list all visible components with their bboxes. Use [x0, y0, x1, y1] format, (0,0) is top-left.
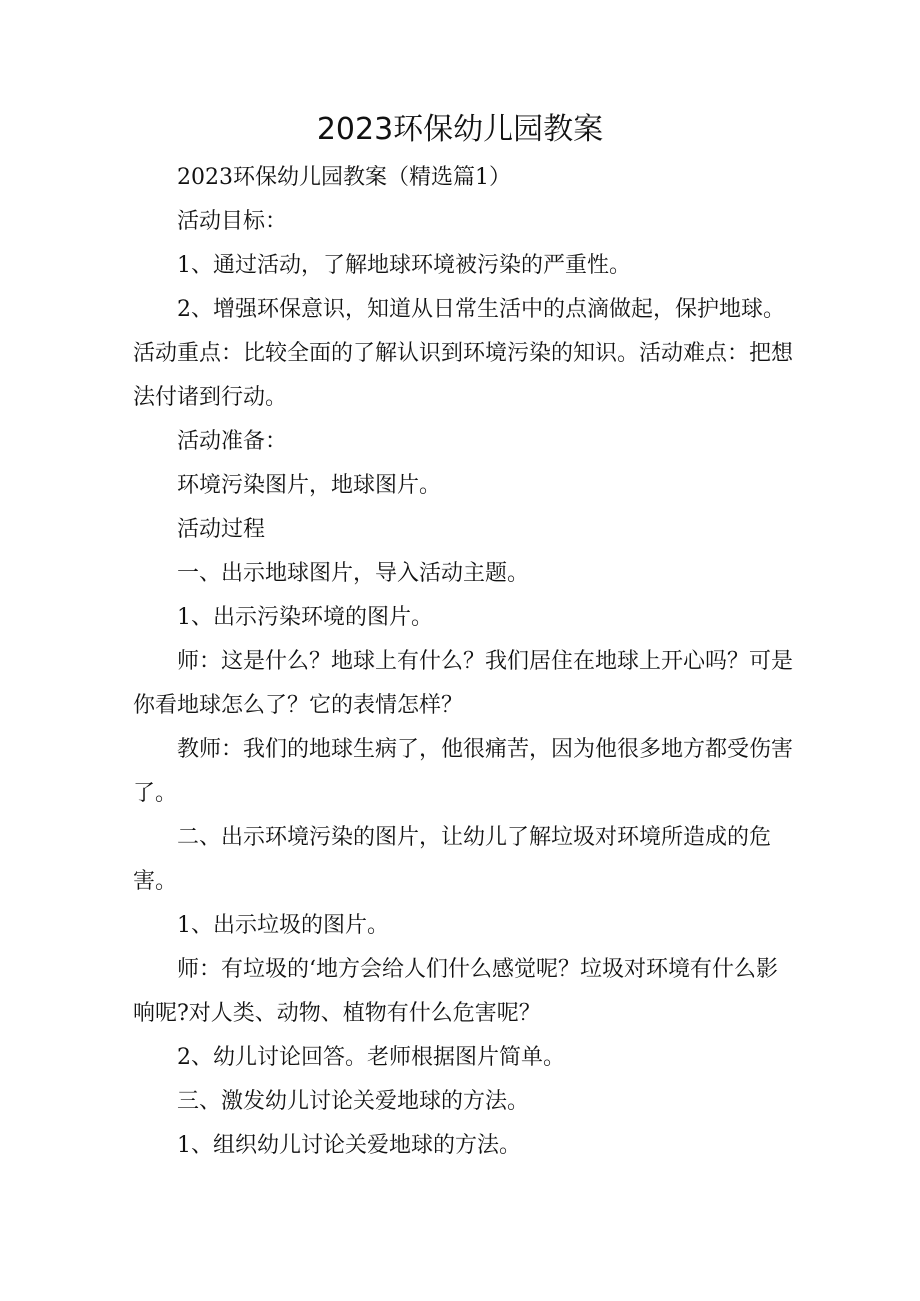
paragraph: 2023环保幼儿园教案（精选篇1）: [177, 165, 511, 190]
paragraph: 二、出示环境污染的图片，让幼儿了解垃圾对环境所造成的危害。: [133, 825, 772, 894]
paragraph: 2、幼儿讨论回答。老师根据图片简单。: [177, 1045, 565, 1070]
paragraph: 师：有垃圾的‘地方会给人们什么感觉呢？垃圾对环境有什么影响呢?对人类、动物、植物有什么危害呢？: [133, 957, 778, 1026]
paragraph: 1、出示污染环境的图片。: [177, 605, 433, 630]
paragraph: 1、出示垃圾的图片。: [177, 913, 389, 938]
paragraph: 活动准备：: [177, 429, 288, 454]
paragraph: 2、增强环保意识，知道从日常生活中的点滴做起，保护地球。活动重点：比较全面的了解认识到环境污染的知识。活动难点：把想法付诸到行动。: [133, 297, 794, 410]
paragraph: 师：这是什么？地球上有什么？我们居住在地球上开心吗？可是你看地球怎么了？它的表情怎样？: [133, 649, 794, 718]
paragraph: 三、激发幼儿讨论关爱地球的方法。: [177, 1089, 530, 1114]
paragraph: 教师：我们的地球生病了，他很痛苦，因为他很多地方都受伤害了。: [133, 737, 794, 806]
paragraph: 1、通过活动，了解地球环境被污染的严重性。: [177, 253, 631, 278]
paragraph: 1、组织幼儿讨论关爱地球的方法。: [177, 1133, 521, 1158]
document-title: 2023环保幼儿园教案: [316, 112, 604, 147]
paragraph: 环境污染图片，地球图片。: [177, 473, 442, 498]
paragraph: 活动过程: [177, 517, 266, 542]
document-body: [133, 156, 793, 1168]
paragraph: 一、出示地球图片，导入活动主题。: [177, 561, 530, 586]
paragraph: 活动目标：: [177, 209, 288, 234]
